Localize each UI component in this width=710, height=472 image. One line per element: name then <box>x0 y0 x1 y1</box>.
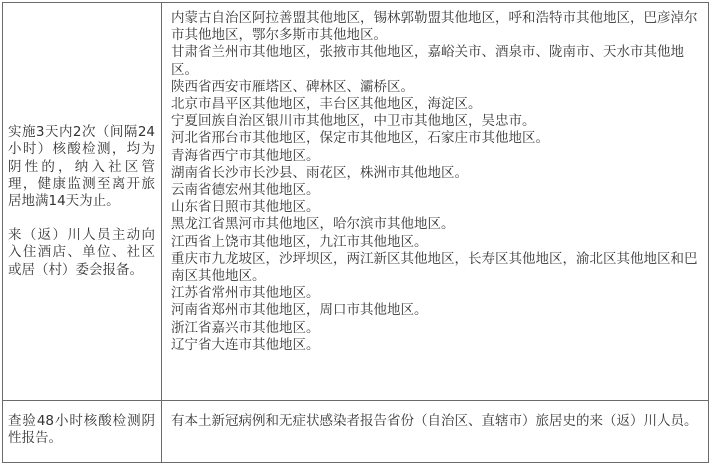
region-cell <box>162 401 709 463</box>
region-entry: 河北省邢台市其他地区，保定市其他地区，石家庄市其他地区。 <box>171 130 549 147</box>
region-entry: 湖南省长沙市长沙县、雨花区，株洲市其他地区。 <box>171 164 468 181</box>
region-entry: 山东省日照市其他地区。 <box>171 199 320 216</box>
region-entry: 江苏省常州市其他地区。 <box>171 285 320 302</box>
region-entry: 北京市昌平区其他地区，丰台区其他地区，海淀区。 <box>171 96 482 113</box>
region-entry: 重庆市九龙坡区，沙坪坝区，两江新区其他地区，长寿区其他地区，渝北区其他地区和巴南区其他地区。 <box>171 250 698 285</box>
measure-text: 查验48小时核酸检测阴性报告。 <box>8 413 155 447</box>
measure-text: 实施3天内2次（间隔24小时）核酸检测，均为阴性的，纳入社区管理，健康监测至离开旅居地满14天为止。 <box>8 124 155 209</box>
table-row <box>3 401 709 463</box>
region-entry: 有本土新冠病例和无症状感染者报告省份（自治区、直辖市）旅居史的来（返）川人员。 <box>171 413 698 429</box>
region-entry: 青海省西宁市其他地区。 <box>171 147 320 164</box>
measure-cell <box>3 3 162 401</box>
region-entry: 甘肃省兰州市其他地区，张掖市其他地区，嘉峪关市、酒泉市、陇南市、天水市其他地区。 <box>171 44 684 78</box>
paragraph-gap <box>8 210 155 227</box>
region-entry: 宁夏回族自治区银川市其他地区，中卫市其他地区，吴忠市。 <box>171 113 536 130</box>
region-entry: 内蒙古自治区阿拉善盟其他地区，锡林郭勒盟其他地区，呼和浩特市其他地区，巴彦淖尔市其他地区，鄂尔多斯市其他地区。 <box>171 10 698 44</box>
region-entry: 黑龙江省黑河市其他地区，哈尔滨市其他地区。 <box>171 216 455 233</box>
measure-text: 来（返）川人员主动向入住酒店、单位、社区或居（村）委会报备。 <box>8 227 155 278</box>
region-entry: 陕西省西安市雁塔区、碑林区、灞桥区。 <box>171 78 414 95</box>
region-entry: 河南省郑州市其他地区，周口市其他地区。 <box>171 302 428 319</box>
measure-cell <box>3 401 162 463</box>
table-row <box>3 3 709 401</box>
region-entry: 江西省上饶市其他地区，九江市其他地区。 <box>171 233 428 250</box>
region-cell <box>162 3 709 401</box>
region-entry: 浙江省嘉兴市其他地区。 <box>171 319 320 336</box>
region-entry: 辽宁省大连市其他地区。 <box>171 336 320 353</box>
region-entry: 云南省德宏州其他地区。 <box>171 182 320 199</box>
policy-table <box>2 2 709 463</box>
